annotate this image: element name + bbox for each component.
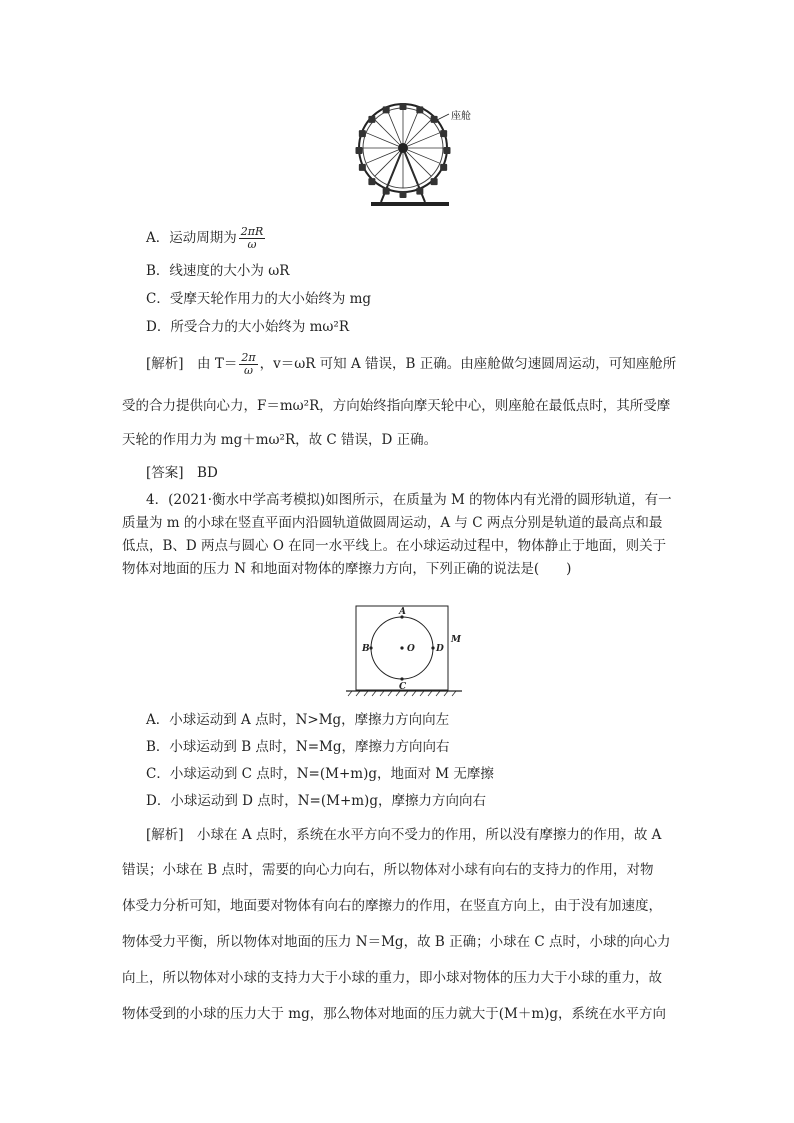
q4-stem-line-4: 物体对地面的压力 N 和地面对物体的摩擦力方向，下列正确的说法是( ) <box>122 561 572 577</box>
q4-analysis-line-2: 错误；小球在 B 点时，需要的向心力向右，所以物体对小球有向右的支持力的作用，对物 <box>122 862 654 878</box>
q3-option-d: D．所受合力的大小始终为 mω²R <box>146 319 350 335</box>
wheel-spoke <box>403 120 431 148</box>
point-b-label: B <box>362 644 370 654</box>
q4-analysis-line-4: 物体受力平衡，所以物体对地面的压力 N＝Mg，故 B 正确；小球在 C 点时，小球的向心力 <box>122 934 671 950</box>
q4-analysis-line-5: 向上，所以物体对小球的支持力大于小球的重力，即小球对物体的压力大于小球的重力，故 <box>122 970 662 986</box>
q3-analysis-line-3: 天轮的作用力为 mg＋mω²R，故 C 错误，D 正确。 <box>122 432 438 448</box>
q3-option-a-fraction: $\frac{2\pi R}{\omega}$ <box>240 225 264 251</box>
wheel-cabin <box>359 164 366 171</box>
wheel-cabin <box>383 106 390 113</box>
wheel-cabin <box>356 147 363 154</box>
q4-option-b: B．小球运动到 B 点时，N=Mg，摩擦力方向向右 <box>146 739 450 755</box>
q4-analysis-line-6: 物体受到的小球的压力大于 mg，那么物体对地面的压力就大于(M＋m)g，系统在水平方向 <box>122 1006 667 1022</box>
q3-option-c: C．受摩天轮作用力的大小始终为 mg <box>146 291 372 307</box>
q4-option-c: C．小球运动到 C 点时，N=(M+m)g，地面对 M 无摩擦 <box>146 766 494 782</box>
q4-option-a: A．小球运动到 A 点时，N>Mg，摩擦力方向向左 <box>146 712 450 728</box>
ferris-wheel-figure <box>345 96 485 212</box>
q4-option-d: D．小球运动到 D 点时，N=(M+m)g，摩擦力方向向右 <box>146 793 486 809</box>
wheel-spoke <box>375 120 403 148</box>
wheel-cabin <box>431 178 438 185</box>
track-figure <box>344 602 470 698</box>
point-a-label: A <box>399 607 406 617</box>
wheel-cabin <box>368 116 375 123</box>
point-o-label: O <box>407 644 415 654</box>
mass-m-label: M <box>451 635 461 645</box>
wheel-spoke <box>403 148 431 176</box>
wheel-cabin <box>368 178 375 185</box>
wheel-cabin <box>400 103 407 110</box>
wheel-spoke <box>375 148 403 176</box>
q3-option-b: B．线速度的大小为 ωR <box>146 263 290 279</box>
cabin-label: 座舱 <box>451 111 471 122</box>
q4-analysis-line-3: 体受力分析可知，地面要对物体有向右的摩擦力的作用，在竖直方向上，由于没有加速度， <box>122 898 662 914</box>
q4-stem-line-2: 质量为 m 的小球在竖直平面内沿圆轨道做圆周运动，A 与 C 两点分别是轨道的最高点和最 <box>122 515 663 531</box>
wheel-cabin <box>416 106 423 113</box>
q3-answer: [答案] BD <box>146 465 218 481</box>
q3-option-a: A．运动周期为 $\frac{2\pi R}{\omega}$ <box>146 225 264 251</box>
wheel-cabin <box>431 116 438 123</box>
q3-analysis-fraction: $\frac{2\pi}{\omega}$ <box>241 351 256 377</box>
wheel-cabin <box>383 188 390 195</box>
wheel-cabin <box>444 147 451 154</box>
q4-stem-line-3: 低点，B、D 两点与圆心 O 在同一水平线上。在小球运动过程中，物体静止于地面，则关于 <box>122 538 667 554</box>
point-d-label: D <box>436 644 444 654</box>
wheel-cabin <box>400 191 407 198</box>
wheel-cabin <box>359 130 366 137</box>
wheel-cabin <box>440 164 447 171</box>
wheel-cabin <box>440 130 447 137</box>
wheel-cabin <box>416 188 423 195</box>
q3-analysis-line-1: [解析] 由 T＝ $\frac{2\pi}{\omega}$ ，v＝ωR 可知 A 错误，B 正确。由座舱做匀速圆周运动，可知座舱所 <box>146 351 677 377</box>
point-c-label: C <box>399 682 407 692</box>
q3-analysis-line-2: 受的合力提供向心力，F＝mω²R，方向始终指向摩天轮中心，则座舱在最低点时，其所受摩 <box>122 398 671 414</box>
q4-analysis-line-1: [解析] 小球在 A 点时，系统在水平方向不受力的作用，所以没有摩擦力的作用，故 A <box>146 827 662 843</box>
q4-stem-line-1: 4．(2021·衡水中学高考模拟)如图所示，在质量为 M 的物体内有光滑的圆形轨道，有一 <box>146 492 672 508</box>
